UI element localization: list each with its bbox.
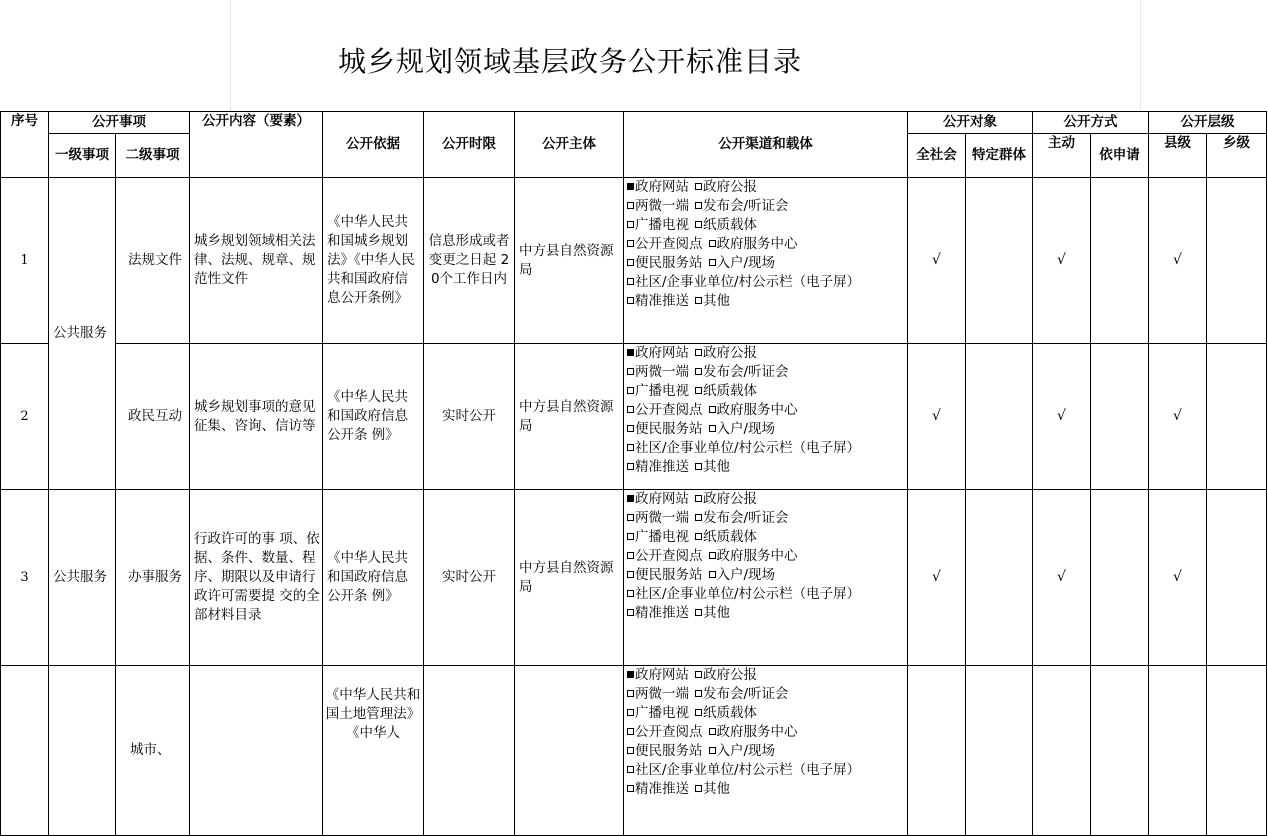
channel-option xyxy=(627,402,703,418)
unchecked-box-icon xyxy=(627,259,634,266)
check-target-all: √ xyxy=(908,344,966,490)
check-target-specific xyxy=(966,178,1033,344)
channel-label: 两微一端 xyxy=(635,198,689,214)
channel-label: 社区/企事业单位/村公示栏（电子屏） xyxy=(635,762,861,778)
checked-box-icon xyxy=(627,671,634,678)
channel-option xyxy=(627,705,689,721)
row-level2: 城市、 xyxy=(116,666,190,836)
channel-option xyxy=(627,293,689,309)
row-content: 行政许可的事 项、依据、条件、数量、程序、期限以及申请行 政许可需要提 交的全部材料目录 xyxy=(190,490,323,666)
channel-option xyxy=(627,383,689,399)
channel-label: 公开查阅点 xyxy=(635,724,703,740)
channel-option xyxy=(695,529,757,545)
channel-label: 广播电视 xyxy=(635,217,689,233)
channel-option xyxy=(695,510,789,526)
row-content xyxy=(190,666,323,836)
channel-line xyxy=(627,723,907,742)
channel-line xyxy=(627,420,907,439)
channel-label: 入户/现场 xyxy=(716,255,776,271)
check-level-town xyxy=(1207,178,1267,344)
header-serial: 序号 xyxy=(1,112,49,178)
channel-option xyxy=(627,236,703,252)
check-level-county: √ xyxy=(1149,178,1207,344)
check-target-specific xyxy=(966,666,1033,836)
channel-line xyxy=(627,566,907,585)
unchecked-box-icon xyxy=(627,609,634,616)
row-basis: 《中华人民共和国政府信息公开条 例》 xyxy=(323,490,424,666)
unchecked-box-icon xyxy=(627,221,634,228)
channel-option xyxy=(627,491,689,507)
unchecked-box-icon xyxy=(627,514,634,521)
unchecked-box-icon xyxy=(695,609,702,616)
unchecked-box-icon xyxy=(627,747,634,754)
channel-label: 社区/企事业单位/村公示栏（电子屏） xyxy=(635,586,861,602)
table-row xyxy=(1,666,1267,836)
channel-line xyxy=(627,528,907,547)
channel-option xyxy=(695,293,730,309)
unchecked-box-icon xyxy=(695,463,702,470)
unchecked-box-icon xyxy=(627,387,634,394)
unchecked-box-icon xyxy=(695,349,702,356)
check-method-apply xyxy=(1091,666,1149,836)
channel-option xyxy=(627,567,703,583)
unchecked-box-icon xyxy=(627,297,634,304)
check-target-all: √ xyxy=(908,178,966,344)
channel-line xyxy=(627,178,907,197)
channel-option xyxy=(695,364,789,380)
row-level2: 法规文件 xyxy=(116,178,190,344)
channel-option xyxy=(695,705,757,721)
channel-option xyxy=(627,274,860,290)
table-row xyxy=(1,490,1267,666)
header-target-specific: 特定群体 xyxy=(966,134,1033,178)
channel-option xyxy=(627,255,703,271)
row-serial: 2 xyxy=(1,344,49,490)
channel-label: 政府服务中心 xyxy=(716,548,798,564)
catalog-table xyxy=(0,111,1267,836)
channel-line xyxy=(627,490,907,509)
header-level1: 一级事项 xyxy=(49,134,116,178)
channel-line xyxy=(627,509,907,528)
row-content: 城乡规划领域相关法律、法规、规章、规范性文件 xyxy=(190,178,323,344)
check-method-apply xyxy=(1091,178,1149,344)
channel-label: 精准推送 xyxy=(635,781,689,797)
header-method-apply: 依申请 xyxy=(1091,134,1149,178)
channel-label: 其他 xyxy=(703,781,730,797)
channel-line xyxy=(627,742,907,761)
channel-option xyxy=(627,762,860,778)
check-method-apply xyxy=(1091,490,1149,666)
channel-line xyxy=(627,547,907,566)
channel-line xyxy=(627,704,907,723)
channel-option xyxy=(695,605,730,621)
channel-line xyxy=(627,344,907,363)
channel-line xyxy=(627,363,907,382)
channel-line xyxy=(627,235,907,254)
channel-line xyxy=(627,254,907,273)
row-time-limit: 实时公开 xyxy=(424,490,515,666)
channel-line xyxy=(627,273,907,292)
row-serial: 1 xyxy=(1,178,49,344)
channel-option xyxy=(627,529,689,545)
channel-label: 纸质载体 xyxy=(703,217,757,233)
row-subject xyxy=(515,666,624,836)
channel-option xyxy=(627,586,860,602)
channel-line xyxy=(627,216,907,235)
channel-option xyxy=(627,724,703,740)
unchecked-box-icon xyxy=(709,552,716,559)
unchecked-box-icon xyxy=(695,387,702,394)
channel-label: 社区/企事业单位/村公示栏（电子屏） xyxy=(635,274,861,290)
channel-line xyxy=(627,382,907,401)
unchecked-box-icon xyxy=(709,240,716,247)
channel-label: 广播电视 xyxy=(635,705,689,721)
channel-label: 发布会/听证会 xyxy=(703,510,789,526)
unchecked-box-icon xyxy=(627,590,634,597)
unchecked-box-icon xyxy=(627,728,634,735)
channel-option xyxy=(627,179,689,195)
check-target-all: √ xyxy=(908,490,966,666)
row-channels xyxy=(624,344,908,490)
check-level-town xyxy=(1207,344,1267,490)
channel-option xyxy=(627,217,689,233)
unchecked-box-icon xyxy=(695,183,702,190)
header-row xyxy=(1,112,1267,134)
channel-label: 纸质载体 xyxy=(703,383,757,399)
channel-label: 政府服务中心 xyxy=(716,236,798,252)
row-level1 xyxy=(49,666,116,836)
channel-label: 精准推送 xyxy=(635,605,689,621)
channel-line xyxy=(627,685,907,704)
channel-label: 便民服务站 xyxy=(635,567,703,583)
row-channels xyxy=(624,490,908,666)
channel-label: 广播电视 xyxy=(635,529,689,545)
channel-line xyxy=(627,585,907,604)
row-level1: 公共服务 xyxy=(49,490,116,666)
row-subject: 中方县自然资源局 xyxy=(515,178,624,344)
table-row xyxy=(1,344,1267,490)
channel-line xyxy=(627,439,907,458)
check-method-active xyxy=(1033,666,1091,836)
unchecked-box-icon xyxy=(709,747,716,754)
channel-option xyxy=(709,724,798,740)
channel-label: 政府服务中心 xyxy=(716,402,798,418)
unchecked-box-icon xyxy=(695,690,702,697)
header-level-county: 县级 xyxy=(1149,134,1207,178)
row-level2: 政民互动 xyxy=(116,344,190,490)
row-time-limit: 实时公开 xyxy=(424,344,515,490)
checked-box-icon xyxy=(627,183,634,190)
channel-label: 入户/现场 xyxy=(716,567,776,583)
channel-line xyxy=(627,604,907,623)
check-target-all xyxy=(908,666,966,836)
channel-line xyxy=(627,761,907,780)
channel-label: 政府服务中心 xyxy=(716,724,798,740)
channel-label: 政府公报 xyxy=(703,667,757,683)
channel-option xyxy=(627,345,689,361)
unchecked-box-icon xyxy=(695,785,702,792)
channel-option xyxy=(709,236,798,252)
channel-option xyxy=(695,198,789,214)
channel-option xyxy=(709,567,776,583)
channel-label: 政府公报 xyxy=(703,491,757,507)
channel-label: 其他 xyxy=(703,293,730,309)
channel-option xyxy=(695,345,757,361)
channel-line xyxy=(627,292,907,311)
channel-option xyxy=(695,179,757,195)
unchecked-box-icon xyxy=(709,728,716,735)
channel-label: 入户/现场 xyxy=(716,421,776,437)
unchecked-box-icon xyxy=(709,259,716,266)
unchecked-box-icon xyxy=(627,766,634,773)
unchecked-box-icon xyxy=(695,221,702,228)
check-level-county: √ xyxy=(1149,490,1207,666)
channel-label: 发布会/听证会 xyxy=(703,198,789,214)
channel-label: 纸质载体 xyxy=(703,529,757,545)
channel-option xyxy=(709,402,798,418)
unchecked-box-icon xyxy=(627,368,634,375)
check-level-county xyxy=(1149,666,1207,836)
channel-label: 两微一端 xyxy=(635,364,689,380)
unchecked-box-icon xyxy=(627,406,634,413)
channel-option xyxy=(627,667,689,683)
unchecked-box-icon xyxy=(627,709,634,716)
header-target-all: 全社会 xyxy=(908,134,966,178)
channel-label: 政府网站 xyxy=(635,667,689,683)
header-level2: 二级事项 xyxy=(116,134,190,178)
row-serial: 3 xyxy=(1,490,49,666)
channel-label: 两微一端 xyxy=(635,510,689,526)
channel-option xyxy=(709,548,798,564)
check-method-active: √ xyxy=(1033,344,1091,490)
channel-option xyxy=(627,198,689,214)
row-serial xyxy=(1,666,49,836)
channel-label: 两微一端 xyxy=(635,686,689,702)
header-subject: 公开主体 xyxy=(515,112,624,178)
channel-label: 入户/现场 xyxy=(716,743,776,759)
unchecked-box-icon xyxy=(695,495,702,502)
header-time-limit: 公开时限 xyxy=(424,112,515,178)
header-content: 公开内容（要素） xyxy=(190,112,323,178)
channel-label: 精准推送 xyxy=(635,459,689,475)
channel-label: 便民服务站 xyxy=(635,421,703,437)
unchecked-box-icon xyxy=(695,533,702,540)
channel-line xyxy=(627,780,907,799)
header-matter: 公开事项 xyxy=(49,112,190,134)
unchecked-box-icon xyxy=(627,690,634,697)
header-basis: 公开依据 xyxy=(323,112,424,178)
unchecked-box-icon xyxy=(627,533,634,540)
row-content: 城乡规划事项的意见征集、咨询、信访等 xyxy=(190,344,323,490)
channel-option xyxy=(627,421,703,437)
unchecked-box-icon xyxy=(695,368,702,375)
check-level-town xyxy=(1207,666,1267,836)
check-target-specific xyxy=(966,490,1033,666)
channel-option xyxy=(695,383,757,399)
row-subject: 中方县自然资源局 xyxy=(515,344,624,490)
channel-option xyxy=(627,459,689,475)
channel-option xyxy=(695,459,730,475)
channel-option xyxy=(695,217,757,233)
unchecked-box-icon xyxy=(695,514,702,521)
row-subject: 中方县自然资源局 xyxy=(515,490,624,666)
channel-label: 公开查阅点 xyxy=(635,402,703,418)
sheet-top-area xyxy=(0,0,1268,111)
checked-box-icon xyxy=(627,349,634,356)
channel-option xyxy=(627,781,689,797)
check-method-active: √ xyxy=(1033,178,1091,344)
header-channels: 公开渠道和载体 xyxy=(624,112,908,178)
channel-line xyxy=(627,666,907,685)
channel-line xyxy=(627,197,907,216)
row-basis: 《中华人民共和国城乡规划法》《中华人民共和国政府信息公开条例》 xyxy=(323,178,424,344)
unchecked-box-icon xyxy=(695,297,702,304)
channel-label: 社区/企事业单位/村公示栏（电子屏） xyxy=(635,440,861,456)
header-target: 公开对象 xyxy=(908,112,1033,134)
channel-option xyxy=(695,667,757,683)
unchecked-box-icon xyxy=(627,444,634,451)
channel-label: 政府公报 xyxy=(703,345,757,361)
channel-option xyxy=(709,255,776,271)
channel-label: 便民服务站 xyxy=(635,255,703,271)
unchecked-box-icon xyxy=(627,552,634,559)
header-method-active: 主动 xyxy=(1033,134,1091,178)
check-method-active: √ xyxy=(1033,490,1091,666)
channel-line xyxy=(627,458,907,477)
unchecked-box-icon xyxy=(709,571,716,578)
channel-option xyxy=(627,440,860,456)
header-level-town: 乡级 xyxy=(1207,134,1267,178)
unchecked-box-icon xyxy=(695,709,702,716)
unchecked-box-icon xyxy=(627,785,634,792)
unchecked-box-icon xyxy=(627,463,634,470)
unchecked-box-icon xyxy=(627,425,634,432)
channel-option xyxy=(695,781,730,797)
channel-line xyxy=(627,401,907,420)
unchecked-box-icon xyxy=(695,671,702,678)
check-method-apply xyxy=(1091,344,1149,490)
unchecked-box-icon xyxy=(695,202,702,209)
header-level: 公开层级 xyxy=(1149,112,1267,134)
row-level1: 公共服务 xyxy=(49,178,116,490)
check-level-county: √ xyxy=(1149,344,1207,490)
row-time-limit xyxy=(424,666,515,836)
channel-label: 政府网站 xyxy=(635,345,689,361)
channel-label: 政府公报 xyxy=(703,179,757,195)
table-row xyxy=(1,178,1267,344)
channel-option xyxy=(695,686,789,702)
channel-label: 广播电视 xyxy=(635,383,689,399)
channel-option xyxy=(695,491,757,507)
unchecked-box-icon xyxy=(709,406,716,413)
unchecked-box-icon xyxy=(627,202,634,209)
channel-label: 便民服务站 xyxy=(635,743,703,759)
row-basis: 《中华人民共和国土地管理法》《中华人 xyxy=(323,666,424,836)
channel-label: 发布会/听证会 xyxy=(703,686,789,702)
channel-option xyxy=(627,605,689,621)
channel-label: 其他 xyxy=(703,459,730,475)
channel-label: 精准推送 xyxy=(635,293,689,309)
channel-label: 公开查阅点 xyxy=(635,548,703,564)
channel-label: 其他 xyxy=(703,605,730,621)
header-method: 公开方式 xyxy=(1033,112,1149,134)
unchecked-box-icon xyxy=(627,278,634,285)
row-basis: 《中华人民共和国政府信息公开条 例》 xyxy=(323,344,424,490)
channel-label: 政府网站 xyxy=(635,491,689,507)
channel-option xyxy=(627,686,689,702)
channel-option xyxy=(627,510,689,526)
channel-label: 纸质载体 xyxy=(703,705,757,721)
row-level2: 办事服务 xyxy=(116,490,190,666)
grid-line xyxy=(1140,0,1141,111)
unchecked-box-icon xyxy=(627,571,634,578)
checked-box-icon xyxy=(627,495,634,502)
row-channels xyxy=(624,178,908,344)
row-channels xyxy=(624,666,908,836)
check-target-specific xyxy=(966,344,1033,490)
channel-label: 发布会/听证会 xyxy=(703,364,789,380)
channel-option xyxy=(709,421,776,437)
channel-option xyxy=(627,548,703,564)
unchecked-box-icon xyxy=(709,425,716,432)
unchecked-box-icon xyxy=(627,240,634,247)
channel-label: 政府网站 xyxy=(635,179,689,195)
page-title: 城乡规划领域基层政务公开标准目录 xyxy=(337,45,802,78)
check-level-town xyxy=(1207,490,1267,666)
channel-option xyxy=(627,364,689,380)
row-time-limit: 信息形成或者变更之日起 20个工作日内 xyxy=(424,178,515,344)
channel-label: 公开查阅点 xyxy=(635,236,703,252)
